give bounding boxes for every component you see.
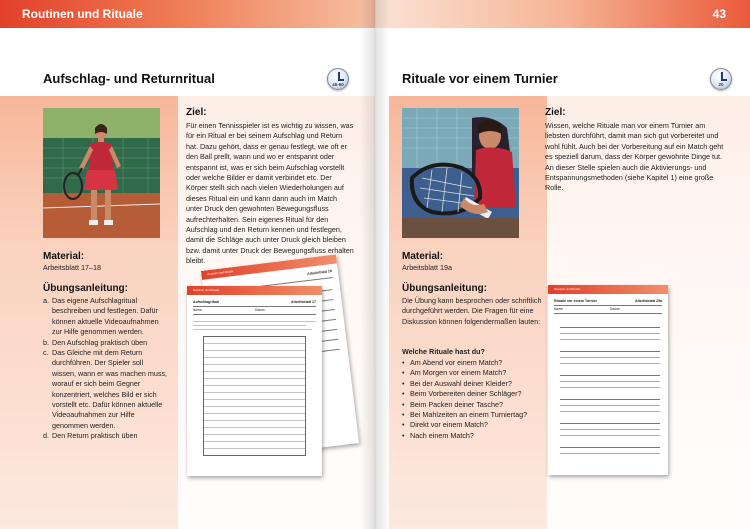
- worksheet-heading: Aufschlagritual: [193, 300, 220, 304]
- section-title: Routinen und Rituale: [22, 7, 143, 21]
- duration-badge-label: 20: [718, 82, 724, 87]
- list-item: • Am Abend vor einem Match?: [402, 358, 503, 367]
- material-text: Arbeitsblatt 17–18: [43, 263, 101, 272]
- worksheet-heading: Rituale vor einem Turnier: [554, 299, 598, 303]
- list-item: • Direkt vor einem Match?: [402, 420, 488, 430]
- goal-text: Für einen Tennisspieler ist es wichtig zu wissen, was für ein Ritual er bei seinem Aufschlag und Return hat. Dazu gehört, dass er genau festlegt, wie oft er den Ball prellt, wann und wo er entspannt oder entspannt ist, was er sich beim Aufschlag vorstellt oder welche Bilder er damit verbindet etc. Der Körper stellt sich nach vielen Wiederholungen auf dieses Ritual ein und kann dann auch im Match unter Druck den gewohnten Bewegungsfluss aufrechterhalten. Sein eigenes Ritual für den Aufschlag und den Return kennen und festlegen, damit die Schläge auch unter Druck gleich bleiben bzw. damit unter Druck der Bewegungsfluss erhalten bleibt.: [186, 121, 354, 266]
- worksheet-thumbnail-17: Routinen und Rituale Aufschlagritual Arbeitsblatt 17 Name: Datum:: [187, 286, 322, 476]
- header-bar-left: [0, 0, 375, 28]
- instruction-step: b. Den Aufschlag praktisch üben: [43, 337, 148, 347]
- exercise-title: Rituale vor einem Turnier: [402, 71, 558, 86]
- tennis-racket-photo: [402, 108, 519, 238]
- goal-label: Ziel:: [186, 107, 207, 118]
- goal-label: Ziel:: [545, 107, 566, 118]
- instructions-text: Die Übung kann besprochen oder schriftlich durchgeführt werden. Die Fragen für eine Diskussion können folgendermaßen lauten:: [402, 296, 542, 326]
- instruction-step: d. Den Return praktisch üben: [43, 431, 138, 441]
- list-item: • Beim Vorbereiten deiner Schläger?: [402, 389, 522, 399]
- list-item: • Nach einem Match?: [402, 430, 474, 440]
- book-gutter: [360, 0, 390, 529]
- tennis-player-photo: [43, 108, 160, 238]
- header-bar-right: [375, 0, 750, 28]
- instruction-step: c. Das Gleiche mit dem Return durchführen. Der Spieler soll wissen, wann er was machen muss, worauf er sich beim Gegner konzentriert, welches Bild er sich vorstellt etc. Dafür können aktuelle Videoaufnahmen zur Hilfe genommen werden.: [43, 348, 168, 430]
- list-item: • Bei der Auswahl deiner Kleider?: [402, 378, 512, 388]
- material-text: Arbeitsblatt 19a: [402, 263, 452, 272]
- list-item: • Am Morgen vor einem Match?: [402, 368, 507, 378]
- worksheet-thumbnail-19a: Routinen und Rituale Rituale vor einem Turnier Arbeitsblatt 19a Name: Datum:: [548, 285, 668, 475]
- list-item: • Bei Mahlzeiten an einem Turniertag?: [402, 410, 528, 420]
- worksheet-title: Arbeitsblatt 18: [306, 269, 333, 277]
- worksheet-title: Arbeitsblatt 17: [291, 300, 316, 304]
- questions-title: Welche Rituale hast du?: [402, 347, 485, 356]
- page-number: 43: [712, 7, 726, 21]
- instruction-step: a. Das eigene Aufschlagritual beschreiben und festlegen. Dafür können aktuelle Videoaufnahmen zur Hilfe genommen werden.: [43, 296, 159, 337]
- instructions-label: Übungsanleitung:: [402, 283, 487, 294]
- exercise-title: Aufschlag- und Returnritual: [43, 71, 215, 86]
- material-label: Material:: [43, 251, 85, 262]
- right-page: [375, 0, 750, 529]
- goal-text: Wissen, welche Rituale man vor einem Turnier am liebsten durchführt, damit man sich gut vorbereitet und wohl fühlt. Auch bei der Vorbereitung auf ein Match geht es speziell darum, dass der Körper gewohnte Dinge tut. An dieser Stelle spielen auch die Aktivierungs- und Entspannungsmethoden (siehe Kapitel 1) eine große Rolle.: [545, 121, 724, 193]
- list-item: • Beim Packen deiner Tasche?: [402, 399, 503, 409]
- duration-badge-icon: [327, 68, 349, 90]
- instructions-label: Übungsanleitung:: [43, 283, 128, 294]
- duration-badge-icon: [710, 68, 732, 90]
- duration-badge-label: 45-60: [332, 82, 344, 87]
- instruction-steps: [43, 296, 168, 442]
- worksheet-thumbnail-18: Routinen und Rituale Arbeitsblatt 18: [201, 254, 359, 459]
- questions-list: [402, 358, 542, 441]
- worksheet-title: Arbeitsblatt 19a: [635, 299, 662, 303]
- material-label: Material:: [402, 251, 444, 262]
